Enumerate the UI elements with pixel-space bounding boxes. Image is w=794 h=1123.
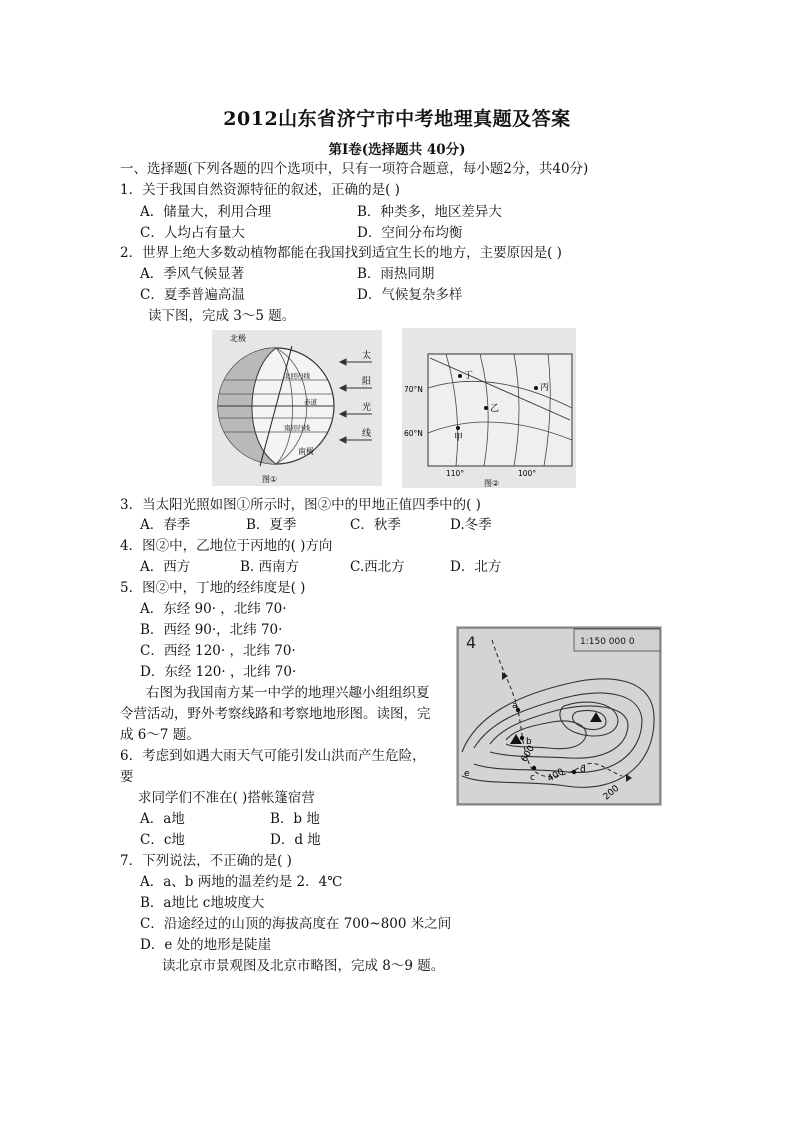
figure-2-caption: 图② <box>484 479 500 488</box>
question-3-option-a: A．春季 <box>140 517 191 533</box>
figure-3-contour-200: 200 <box>601 783 622 803</box>
figure-2-point-yi: 乙 <box>490 404 500 414</box>
question-7-option-c: C．沿途经过的山顶的海拔高度在 700~800 米之间 <box>140 916 452 932</box>
question-1-option-c: C．人均占有量大 <box>140 225 245 241</box>
section-intro: 一、选择题(下列各题的四个选项中，只有一项符合题意，每小题2分，共40分) <box>120 161 589 177</box>
question-6-option-c: C．c地 <box>140 832 185 848</box>
question-6-option-d: D．d 地 <box>270 832 321 848</box>
figure-1-ray-char-1: 太 <box>362 351 372 361</box>
question-5-option-d: D．东经 120· ，北纬 70· <box>140 664 297 680</box>
question-6-option-b: B．b 地 <box>270 811 320 827</box>
figure-2-lon-110: 110° <box>446 469 465 478</box>
question-3-option-d: D.冬季 <box>450 517 492 533</box>
question-2-option-d: D．气候复杂多样 <box>357 287 463 303</box>
figure-2-grid-map <box>402 328 576 488</box>
question-2-option-b: B．雨热同期 <box>357 266 435 282</box>
passage-line-3: 成 6～7 题。 <box>120 727 200 743</box>
question-6-stem-line-3: 求同学们不准在( )搭帐篷宿营 <box>138 790 315 806</box>
question-1-option-a: A．储量大，利用合理 <box>140 204 272 220</box>
figure-2-lat-60: 60°N <box>404 429 423 438</box>
section-title: 第Ⅰ卷(选择题共 40分) <box>328 142 466 158</box>
question-2-option-a: A．季风气候显著 <box>140 266 245 282</box>
figure-3-contour-400: 400 <box>546 767 566 785</box>
page-title: 2012山东省济宁市中考地理真题及答案 <box>223 108 571 130</box>
figure-1-south-pole: 南极 <box>298 447 314 456</box>
question-1-stem: 1．关于我国自然资源特征的叙述，正确的是( ) <box>120 182 400 198</box>
question-4-option-a: A．西方 <box>140 559 191 575</box>
question-5-option-c: C．西经 120· ，北纬 70· <box>140 643 296 659</box>
figure-1-north-pole: 北极 <box>230 334 246 343</box>
figure-1-ray-char-3: 光 <box>362 403 372 413</box>
question-6-option-a: A．a地 <box>140 811 185 827</box>
question-4-option-c: C.西北方 <box>350 559 405 575</box>
question-6-stem-line-1: 6．考虑到如遇大雨天气可能引发山洪而产生危险， <box>120 748 426 764</box>
figure-1-ray-char-4: 线 <box>362 429 372 439</box>
figure-1-tropic-capricorn: 南回归线 <box>284 424 310 432</box>
question-5-stem: 5．图②中，丁地的经纬度是( ) <box>120 580 306 596</box>
figure-3-point-d: d <box>580 765 586 775</box>
question-2-option-c: C．夏季普遍高温 <box>140 287 245 303</box>
question-3-option-b: B．夏季 <box>246 517 297 533</box>
figure-2-point-jia: 甲 <box>454 433 464 443</box>
figure-1-ray-char-2: 阳 <box>362 377 372 387</box>
question-7-option-d: D．e 处的地形是陡崖 <box>140 937 272 953</box>
figure-3-contour-600: 600 <box>519 744 537 764</box>
figure-3-point-a: a <box>512 701 518 711</box>
figure-3-point-e: e <box>464 769 470 779</box>
question-1-option-b: B．种类多，地区差异大 <box>357 204 502 220</box>
passage-line-1: 右图为我国南方某一中学的地理兴趣小组组织夏 <box>146 685 430 701</box>
question-5-option-b: B．西经 90·，北纬 70· <box>140 622 283 638</box>
read-note-2: 读北京市景观图及北京市略图，完成 8～9 题。 <box>162 958 445 974</box>
figure-3-point-b: b <box>526 737 532 747</box>
question-7-stem: 7．下列说法，不正确的是( ) <box>120 853 292 869</box>
figure-1-equator: 赤道 <box>304 398 317 406</box>
figure-2-lat-70: 70°N <box>404 385 423 394</box>
figure-3-scale: 1:150 000 0 <box>580 637 635 647</box>
figure-2-point-bing: 丙 <box>540 383 550 393</box>
question-4-option-b: B. 西南方 <box>240 559 300 575</box>
figure-1-caption: 图① <box>262 475 278 484</box>
question-3-stem: 3．当太阳光照如图①所示时，图②中的甲地正值四季中的( ) <box>120 497 481 513</box>
figure-1-tropic-cancer: 北回归线 <box>284 372 310 380</box>
question-2-stem: 2．世界上绝大多数动植物都能在我国找到适宜生长的地方，主要原因是( ) <box>120 245 562 261</box>
passage-line-2: 令营活动，野外考察线路和考察地地形图。读图，完 <box>120 706 431 722</box>
question-7-option-a: A．a、b 两地的温差约是 2．4℃ <box>140 874 343 890</box>
figure-3-north-mark: 4 <box>466 633 477 652</box>
question-6-stem-line-2: 要 <box>120 769 134 785</box>
figure-3-point-c: c <box>530 773 535 783</box>
question-7-option-b: B．a地比 c地坡度大 <box>140 895 265 911</box>
question-1-option-d: D．空间分布均衡 <box>357 225 463 241</box>
question-4-option-d: D．北方 <box>450 559 502 575</box>
figure-2-point-ding: 丁 <box>464 371 474 381</box>
question-3-option-c: C．秋季 <box>350 517 401 533</box>
question-5-option-a: A．东经 90· ，北纬 70· <box>140 601 287 617</box>
figure-3-contour-map <box>456 626 662 806</box>
read-note-1: 读下图，完成 3～5 题。 <box>148 308 296 324</box>
figure-1-globe <box>212 330 382 486</box>
figure-2-lon-100: 100° <box>518 469 537 478</box>
question-4-stem: 4．图②中，乙地位于丙地的( )方向 <box>120 538 333 554</box>
